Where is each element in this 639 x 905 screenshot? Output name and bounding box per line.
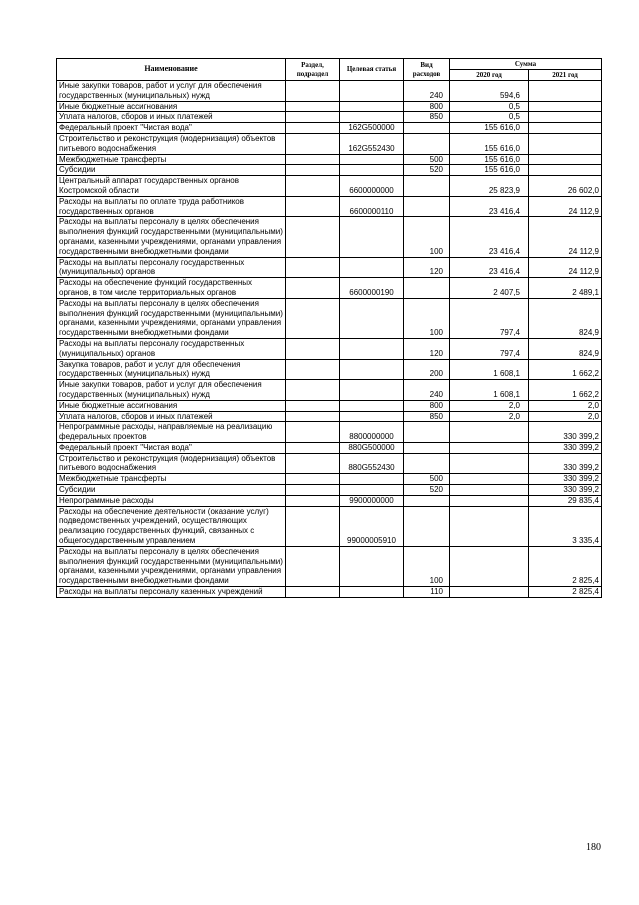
row-vid: [404, 495, 450, 506]
row-sum-2020: 0,5: [450, 112, 529, 123]
row-vid: [404, 506, 450, 546]
row-sum-2020: 797,4: [450, 338, 529, 359]
header-2020: 2020 год: [450, 70, 529, 81]
row-section: [286, 101, 340, 112]
table-row: [57, 495, 602, 506]
table-row: [57, 400, 602, 411]
row-target: [340, 474, 404, 485]
row-sum-2021: 2,0: [529, 411, 602, 422]
row-sum-2020: 2,0: [450, 400, 529, 411]
row-section: [286, 359, 340, 380]
row-target: 880G552430: [340, 453, 404, 474]
row-sum-2021: 24 112,9: [529, 257, 602, 278]
row-sum-2020: 155 616,0: [450, 123, 529, 134]
row-name: Закупка товаров, работ и услуг для обеспечения государственных (муниципальных) нужд: [57, 359, 286, 380]
row-sum-2021: 330 399,2: [529, 442, 602, 453]
table-row: [57, 154, 602, 165]
row-target: [340, 101, 404, 112]
row-target: [340, 485, 404, 496]
row-sum-2020: 797,4: [450, 298, 529, 338]
table-row: [57, 506, 602, 546]
row-section: [286, 123, 340, 134]
row-section: [286, 422, 340, 443]
row-sum-2021: 330 399,2: [529, 422, 602, 443]
header-name: Наименование: [57, 59, 286, 81]
row-vid: [404, 442, 450, 453]
row-section: [286, 506, 340, 546]
page-number: 180: [586, 842, 601, 853]
header-vid: Вид расходов: [404, 59, 450, 81]
row-sum-2021: [529, 154, 602, 165]
row-target: [340, 81, 404, 102]
table-row: [57, 165, 602, 176]
table-row: [57, 338, 602, 359]
table-body: [57, 81, 602, 598]
row-sum-2020: [450, 485, 529, 496]
row-section: [286, 453, 340, 474]
row-section: [286, 495, 340, 506]
row-sum-2021: 26 602,0: [529, 176, 602, 197]
row-name: Расходы на обеспечение деятельности (оказание услуг) подведомственных учреждений, осуществляющих реализацию государственных функций, связанных с общегосударственным управлением: [57, 506, 286, 546]
row-target: 8800000000: [340, 422, 404, 443]
row-vid: [404, 123, 450, 134]
row-vid: 520: [404, 165, 450, 176]
row-sum-2021: 824,9: [529, 298, 602, 338]
row-target: 6600000110: [340, 196, 404, 217]
row-sum-2021: 2,0: [529, 400, 602, 411]
row-target: [340, 587, 404, 598]
row-name: Федеральный проект "Чистая вода": [57, 442, 286, 453]
row-sum-2021: 330 399,2: [529, 453, 602, 474]
header-section: Раздел, подраздел: [286, 59, 340, 81]
row-section: [286, 411, 340, 422]
row-sum-2020: 23 416,4: [450, 257, 529, 278]
table-row: [57, 257, 602, 278]
row-vid: [404, 453, 450, 474]
row-sum-2020: [450, 422, 529, 443]
row-sum-2020: [450, 442, 529, 453]
row-section: [286, 338, 340, 359]
row-section: [286, 112, 340, 123]
row-name: Уплата налогов, сборов и иных платежей: [57, 112, 286, 123]
row-sum-2021: 2 825,4: [529, 546, 602, 586]
row-vid: 100: [404, 546, 450, 586]
row-name: Расходы на выплаты персоналу казенных учреждений: [57, 587, 286, 598]
row-name: Федеральный проект "Чистая вода": [57, 123, 286, 134]
row-target: [340, 380, 404, 401]
row-sum-2020: 0,5: [450, 101, 529, 112]
row-sum-2020: 155 616,0: [450, 133, 529, 154]
row-section: [286, 298, 340, 338]
row-name: Непрограммные расходы: [57, 495, 286, 506]
row-name: Субсидии: [57, 165, 286, 176]
row-vid: [404, 422, 450, 443]
budget-table: [56, 58, 602, 598]
row-target: [340, 217, 404, 257]
table-row: [57, 474, 602, 485]
row-sum-2020: [450, 587, 529, 598]
table-row: [57, 442, 602, 453]
row-sum-2021: 1 662,2: [529, 380, 602, 401]
table-row: [57, 278, 602, 299]
row-target: [340, 411, 404, 422]
row-vid: 100: [404, 217, 450, 257]
row-section: [286, 176, 340, 197]
row-name: Иные закупки товаров, работ и услуг для обеспечения государственных (муниципальных) нужд: [57, 81, 286, 102]
table-row: [57, 485, 602, 496]
row-name: Расходы на выплаты по оплате труда работников государственных органов: [57, 196, 286, 217]
header-2021: 2021 год: [529, 70, 602, 81]
row-name: Центральный аппарат государственных органов Костромской области: [57, 176, 286, 197]
row-section: [286, 133, 340, 154]
row-target: 99000005910: [340, 506, 404, 546]
row-name: Межбюджетные трансферты: [57, 154, 286, 165]
row-vid: [404, 133, 450, 154]
row-vid: 800: [404, 101, 450, 112]
row-sum-2020: 1 608,1: [450, 359, 529, 380]
table-row: [57, 546, 602, 586]
row-section: [286, 257, 340, 278]
row-sum-2021: 2 825,4: [529, 587, 602, 598]
table-row: [57, 217, 602, 257]
row-section: [286, 217, 340, 257]
row-name: Расходы на выплаты персоналу государственных (муниципальных) органов: [57, 338, 286, 359]
row-sum-2020: 155 616,0: [450, 165, 529, 176]
row-vid: 240: [404, 380, 450, 401]
row-sum-2020: [450, 495, 529, 506]
row-sum-2021: 2 489,1: [529, 278, 602, 299]
header-target: Целевая статья: [340, 59, 404, 81]
row-vid: 240: [404, 81, 450, 102]
row-name: Уплата налогов, сборов и иных платежей: [57, 411, 286, 422]
row-name: Иные закупки товаров, работ и услуг для обеспечения государственных (муниципальных) нужд: [57, 380, 286, 401]
row-name: Межбюджетные трансферты: [57, 474, 286, 485]
row-name: Расходы на выплаты персоналу государственных (муниципальных) органов: [57, 257, 286, 278]
row-sum-2021: 824,9: [529, 338, 602, 359]
row-vid: [404, 196, 450, 217]
row-target: 6600000000: [340, 176, 404, 197]
row-sum-2020: 594,6: [450, 81, 529, 102]
row-sum-2021: 1 662,2: [529, 359, 602, 380]
row-name: Строительство и реконструкция (модернизация) объектов питьевого водоснабжения: [57, 453, 286, 474]
row-sum-2020: 155 616,0: [450, 154, 529, 165]
row-section: [286, 81, 340, 102]
row-sum-2021: [529, 101, 602, 112]
row-name: Иные бюджетные ассигнования: [57, 400, 286, 411]
row-section: [286, 380, 340, 401]
row-sum-2021: 29 835,4: [529, 495, 602, 506]
row-vid: 110: [404, 587, 450, 598]
row-target: [340, 165, 404, 176]
row-target: [340, 359, 404, 380]
row-vid: 120: [404, 338, 450, 359]
row-target: 162G552430: [340, 133, 404, 154]
row-sum-2020: 2,0: [450, 411, 529, 422]
row-sum-2021: [529, 112, 602, 123]
row-section: [286, 546, 340, 586]
table-row: [57, 101, 602, 112]
row-sum-2020: [450, 546, 529, 586]
row-sum-2021: 330 399,2: [529, 474, 602, 485]
row-section: [286, 196, 340, 217]
row-sum-2021: [529, 123, 602, 134]
row-name: Расходы на выплаты персоналу в целях обеспечения выполнения функций государственными (муниципальными) органами, казенными учреждениями, органами управления государственными внебюджетными фондами: [57, 217, 286, 257]
row-section: [286, 154, 340, 165]
row-target: [340, 112, 404, 123]
row-section: [286, 587, 340, 598]
row-section: [286, 165, 340, 176]
row-vid: 500: [404, 474, 450, 485]
table-row: [57, 298, 602, 338]
row-vid: 800: [404, 400, 450, 411]
row-vid: 500: [404, 154, 450, 165]
row-section: [286, 442, 340, 453]
table-row: [57, 112, 602, 123]
row-sum-2021: 330 399,2: [529, 485, 602, 496]
row-target: [340, 400, 404, 411]
table-row: [57, 422, 602, 443]
row-vid: 200: [404, 359, 450, 380]
header-row-top: [57, 59, 602, 70]
row-sum-2021: 3 335,4: [529, 506, 602, 546]
row-name: Субсидии: [57, 485, 286, 496]
row-vid: 120: [404, 257, 450, 278]
row-name: Непрограммные расходы, направляемые на реализацию федеральных проектов: [57, 422, 286, 443]
row-sum-2020: 25 823,9: [450, 176, 529, 197]
row-sum-2021: [529, 133, 602, 154]
table-row: [57, 359, 602, 380]
row-name: Расходы на выплаты персоналу в целях обеспечения выполнения функций государственными (муниципальными) органами, казенными учреждениями, органами управления государственными внебюджетными фондами: [57, 298, 286, 338]
row-vid: 850: [404, 411, 450, 422]
row-section: [286, 400, 340, 411]
row-sum-2020: 23 416,4: [450, 217, 529, 257]
row-vid: 850: [404, 112, 450, 123]
row-sum-2020: [450, 506, 529, 546]
row-section: [286, 485, 340, 496]
row-sum-2020: 23 416,4: [450, 196, 529, 217]
table-row: [57, 411, 602, 422]
row-target: 9900000000: [340, 495, 404, 506]
row-name: Строительство и реконструкция (модернизация) объектов питьевого водоснабжения: [57, 133, 286, 154]
row-target: 162G500000: [340, 123, 404, 134]
row-name: Расходы на обеспечение функций государственных органов, в том числе территориальных органов: [57, 278, 286, 299]
table-row: [57, 196, 602, 217]
header-sum: Сумма: [450, 59, 602, 70]
row-target: [340, 546, 404, 586]
table-row: [57, 380, 602, 401]
row-target: 6600000190: [340, 278, 404, 299]
row-target: [340, 257, 404, 278]
row-target: 880G500000: [340, 442, 404, 453]
row-sum-2020: [450, 474, 529, 485]
row-sum-2021: 24 112,9: [529, 217, 602, 257]
row-sum-2020: 2 407,5: [450, 278, 529, 299]
table-row: [57, 81, 602, 102]
table-row: [57, 123, 602, 134]
row-sum-2020: 1 608,1: [450, 380, 529, 401]
row-name: Расходы на выплаты персоналу в целях обеспечения выполнения функций государственными (муниципальными) органами, казенными учреждениями, органами управления государственными внебюджетными фондами: [57, 546, 286, 586]
row-sum-2021: [529, 81, 602, 102]
row-sum-2021: 24 112,9: [529, 196, 602, 217]
row-vid: [404, 278, 450, 299]
budget-table-container: [56, 58, 601, 598]
row-vid: 100: [404, 298, 450, 338]
table-row: [57, 133, 602, 154]
row-vid: [404, 176, 450, 197]
row-target: [340, 154, 404, 165]
table-row: [57, 453, 602, 474]
table-row: [57, 176, 602, 197]
row-section: [286, 278, 340, 299]
row-target: [340, 338, 404, 359]
row-sum-2021: [529, 165, 602, 176]
row-name: Иные бюджетные ассигнования: [57, 101, 286, 112]
table-row: [57, 587, 602, 598]
row-section: [286, 474, 340, 485]
row-target: [340, 298, 404, 338]
row-sum-2020: [450, 453, 529, 474]
row-vid: 520: [404, 485, 450, 496]
